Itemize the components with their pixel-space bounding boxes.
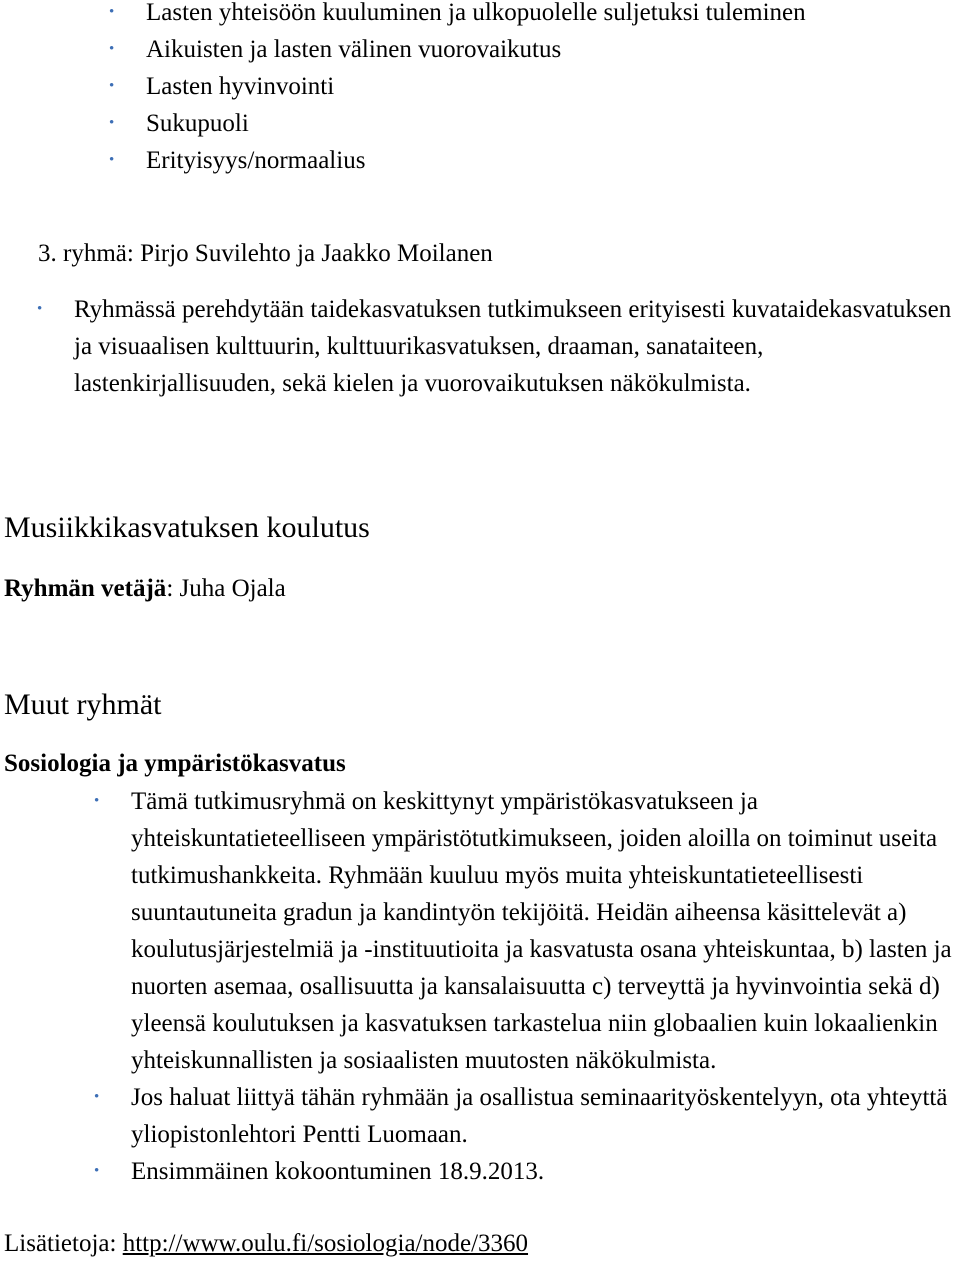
- more-info-line: [4, 1225, 528, 1262]
- music-section-heading: Musiikkikasvatuksen koulutus: [4, 511, 370, 544]
- list-item-text: Lasten hyvinvointi: [146, 73, 335, 100]
- leader-name: : Juha Ojala: [166, 575, 286, 602]
- bullet-icon: •: [94, 1089, 100, 1105]
- bullet-icon: •: [109, 41, 115, 57]
- list-item-text: Sukupuoli: [146, 110, 249, 137]
- list-item: [109, 0, 946, 31]
- bullet-icon: •: [37, 301, 43, 317]
- bullet-icon: •: [109, 78, 115, 94]
- list-item: [109, 31, 946, 68]
- bullet-icon: •: [109, 152, 115, 168]
- list-item: [109, 68, 946, 105]
- topic-list: [109, 0, 946, 179]
- sociology-list: [94, 783, 959, 1190]
- list-item: [109, 105, 946, 142]
- list-item: [94, 783, 959, 1079]
- more-info-link[interactable]: http://www.oulu.fi/sosiologia/node/3360: [122, 1230, 529, 1257]
- list-item-text: Erityisyys/normaalius: [146, 147, 366, 174]
- bullet-icon: •: [109, 115, 115, 131]
- bullet-icon: •: [94, 1163, 100, 1179]
- group3-heading: 3. ryhmä: Pirjo Suvilehto ja Jaakko Moilanen: [38, 240, 493, 267]
- list-item-text: Ensimmäinen kokoontuminen 18.9.2013.: [131, 1158, 545, 1185]
- list-item-text: Ryhmässä perehdytään taidekasvatuksen tutkimukseen erityisesti kuvataidekasvatuksen ja visuaalisen kulttuurin, kulttuurikasvatuksen, draaman, sanataiteen, lastenkirjallisuuden, sekä kielen ja vuorovaikutuksen näkökulmista.: [74, 296, 952, 397]
- bullet-icon: •: [109, 4, 115, 20]
- list-item: [94, 1153, 959, 1190]
- list-item: [109, 142, 946, 179]
- sociology-heading: Sosiologia ja ympäristökasvatus: [4, 750, 346, 777]
- more-info-label: Lisätietoja:: [4, 1230, 123, 1257]
- list-item: [94, 1079, 959, 1153]
- list-item-text: Aikuisten ja lasten välinen vuorovaikutus: [146, 36, 562, 63]
- list-item: [37, 291, 958, 402]
- other-groups-heading: Muut ryhmät: [4, 688, 162, 721]
- group3-list: [37, 291, 958, 402]
- bullet-icon: •: [94, 793, 100, 809]
- music-group-leader: [4, 570, 286, 607]
- list-item-text: Tämä tutkimusryhmä on keskittynyt ympäristökasvatukseen ja yhteiskuntatieteelliseen ympäristötutkimukseen, joiden aloilla on toiminut useita tutkimushankkeita. Ryhmään kuuluu myös muita yhteiskuntatieteellisesti suuntautuneita gradun ja kandintyön tekijöitä. Heidän aiheensa käsittelevät a) koulutusjärjestelmiä ja -instituutioita ja kasvatusta osana yhteiskuntaa, b) lasten ja nuorten asemaa, osallisuutta ja kansalaisuutta c) terveyttä ja hyvinvointia sekä d) yleensä koulutuksen ja kasvatuksen tarkastelua niin globaalien kuin lokaalienkin yhteiskunnallisten ja sosiaalisten muutosten näkökulmista.: [131, 788, 952, 1074]
- leader-label: Ryhmän vetäjä: [4, 575, 167, 602]
- list-item-text: Jos haluat liittyä tähän ryhmään ja osallistua seminaarityöskentelyyn, ota yhteyttä yliopistonlehtori Pentti Luomaan.: [131, 1084, 948, 1148]
- list-item-text: Lasten yhteisöön kuuluminen ja ulkopuolelle suljetuksi tuleminen: [146, 0, 806, 26]
